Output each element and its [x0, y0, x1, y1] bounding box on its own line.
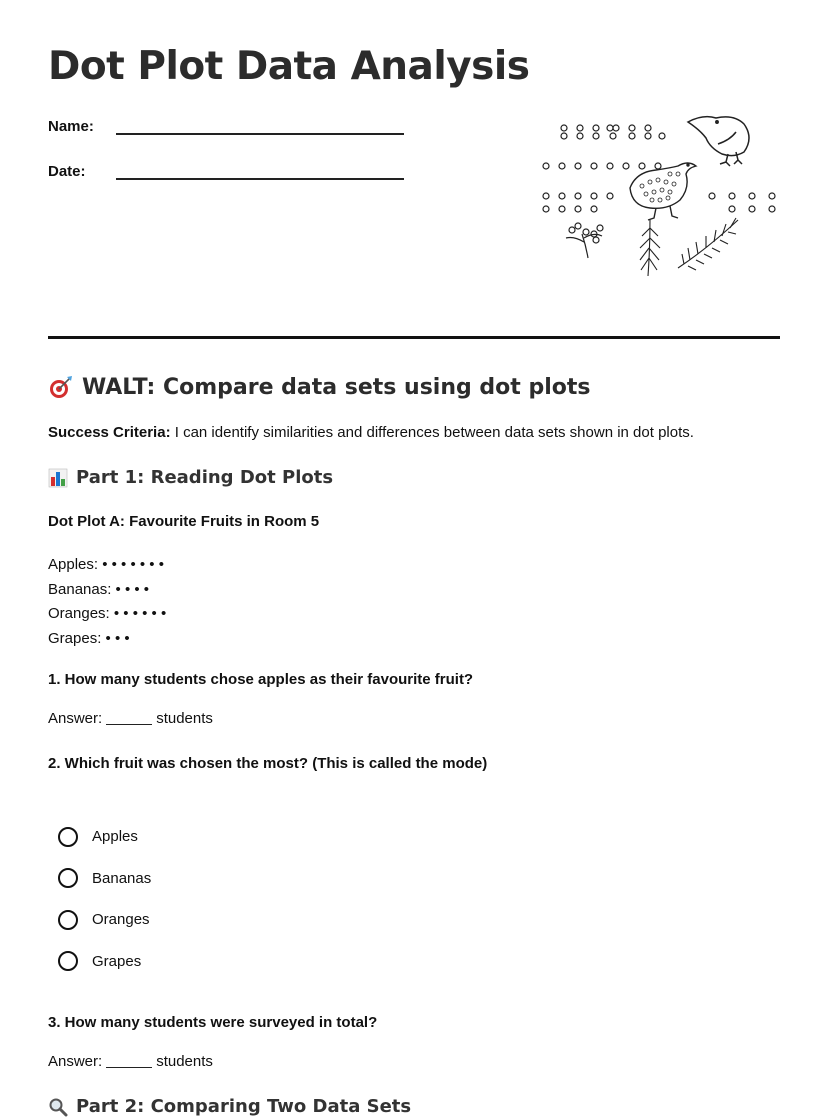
kiwi-bird: [688, 117, 749, 166]
date-input-line[interactable]: [116, 178, 404, 180]
magnifier-icon: [48, 1097, 68, 1117]
name-field: [48, 118, 94, 135]
option-bananas[interactable]: [58, 858, 151, 900]
walt-text: WALT: Compare data sets using dot plots: [82, 374, 591, 400]
dot-row-bananas: Bananas: • • • •: [48, 580, 150, 598]
berry-plant: [566, 223, 603, 258]
answer-3: [48, 1053, 213, 1070]
answer-1-blank[interactable]: [106, 724, 152, 725]
option-label: Oranges: [92, 911, 150, 929]
part2-title: Part 2: Comparing Two Data Sets: [76, 1096, 412, 1117]
fern-sprig: [678, 218, 738, 270]
date-field: [48, 163, 86, 180]
part2-heading: [48, 1096, 411, 1117]
speckled-bird: [630, 163, 696, 220]
part1-title: Part 1: Reading Dot Plots: [76, 467, 334, 488]
name-input-line[interactable]: [116, 133, 404, 135]
option-oranges[interactable]: [58, 899, 151, 941]
answer-1-suffix: students: [156, 710, 213, 727]
success-criteria-text: I can identify similarities and differences between data sets shown in dot plots.: [170, 424, 694, 441]
radio-button[interactable]: [58, 827, 78, 847]
bar-chart-icon: [48, 468, 68, 488]
option-label: Bananas: [92, 869, 152, 887]
question-2-options: [58, 816, 151, 982]
name-label: Name:: [48, 118, 94, 135]
option-label: Grapes: [92, 952, 142, 970]
answer-3-blank[interactable]: [106, 1067, 152, 1068]
option-apples[interactable]: [58, 816, 151, 858]
dot-plot-illustration: [538, 108, 788, 288]
success-criteria-label: Success Criteria:: [48, 424, 171, 441]
answer-3-suffix: students: [156, 1053, 213, 1070]
radio-button[interactable]: [58, 868, 78, 888]
section-divider: [48, 336, 780, 339]
part1-heading: [48, 467, 333, 488]
dot-row-3: [543, 193, 775, 212]
dot-row-1: [561, 125, 665, 139]
answer-1-prefix: Answer:: [48, 710, 103, 727]
question-3: 3. How many students were surveyed in total?: [48, 1014, 378, 1031]
dot-plot-a-title: Dot Plot A: Favourite Fruits in Room 5: [48, 513, 320, 530]
option-label: Apples: [92, 828, 138, 846]
radio-button[interactable]: [58, 951, 78, 971]
page-title: Dot Plot Data Analysis: [48, 44, 530, 89]
question-2: 2. Which fruit was chosen the most? (This is called the mode): [48, 755, 488, 772]
dot-plot-a: [48, 553, 166, 651]
date-label: Date:: [48, 163, 86, 180]
walt-heading: [48, 374, 590, 400]
fern-frond: [640, 220, 660, 276]
answer-1: [48, 710, 213, 727]
option-grapes[interactable]: [58, 941, 151, 983]
dot-row-oranges: Oranges: • • • • • •: [48, 605, 167, 622]
question-1: 1. How many students chose apples as their favourite fruit?: [48, 671, 474, 688]
dot-row-grapes: Grapes: • • •: [48, 629, 130, 647]
dot-row-apples: Apples: • • • • • • •: [48, 556, 164, 573]
dot-row-2: [543, 163, 661, 169]
success-criteria: [48, 424, 694, 441]
radio-button[interactable]: [58, 910, 78, 930]
answer-3-prefix: Answer:: [48, 1053, 103, 1070]
target-icon: [48, 374, 74, 400]
